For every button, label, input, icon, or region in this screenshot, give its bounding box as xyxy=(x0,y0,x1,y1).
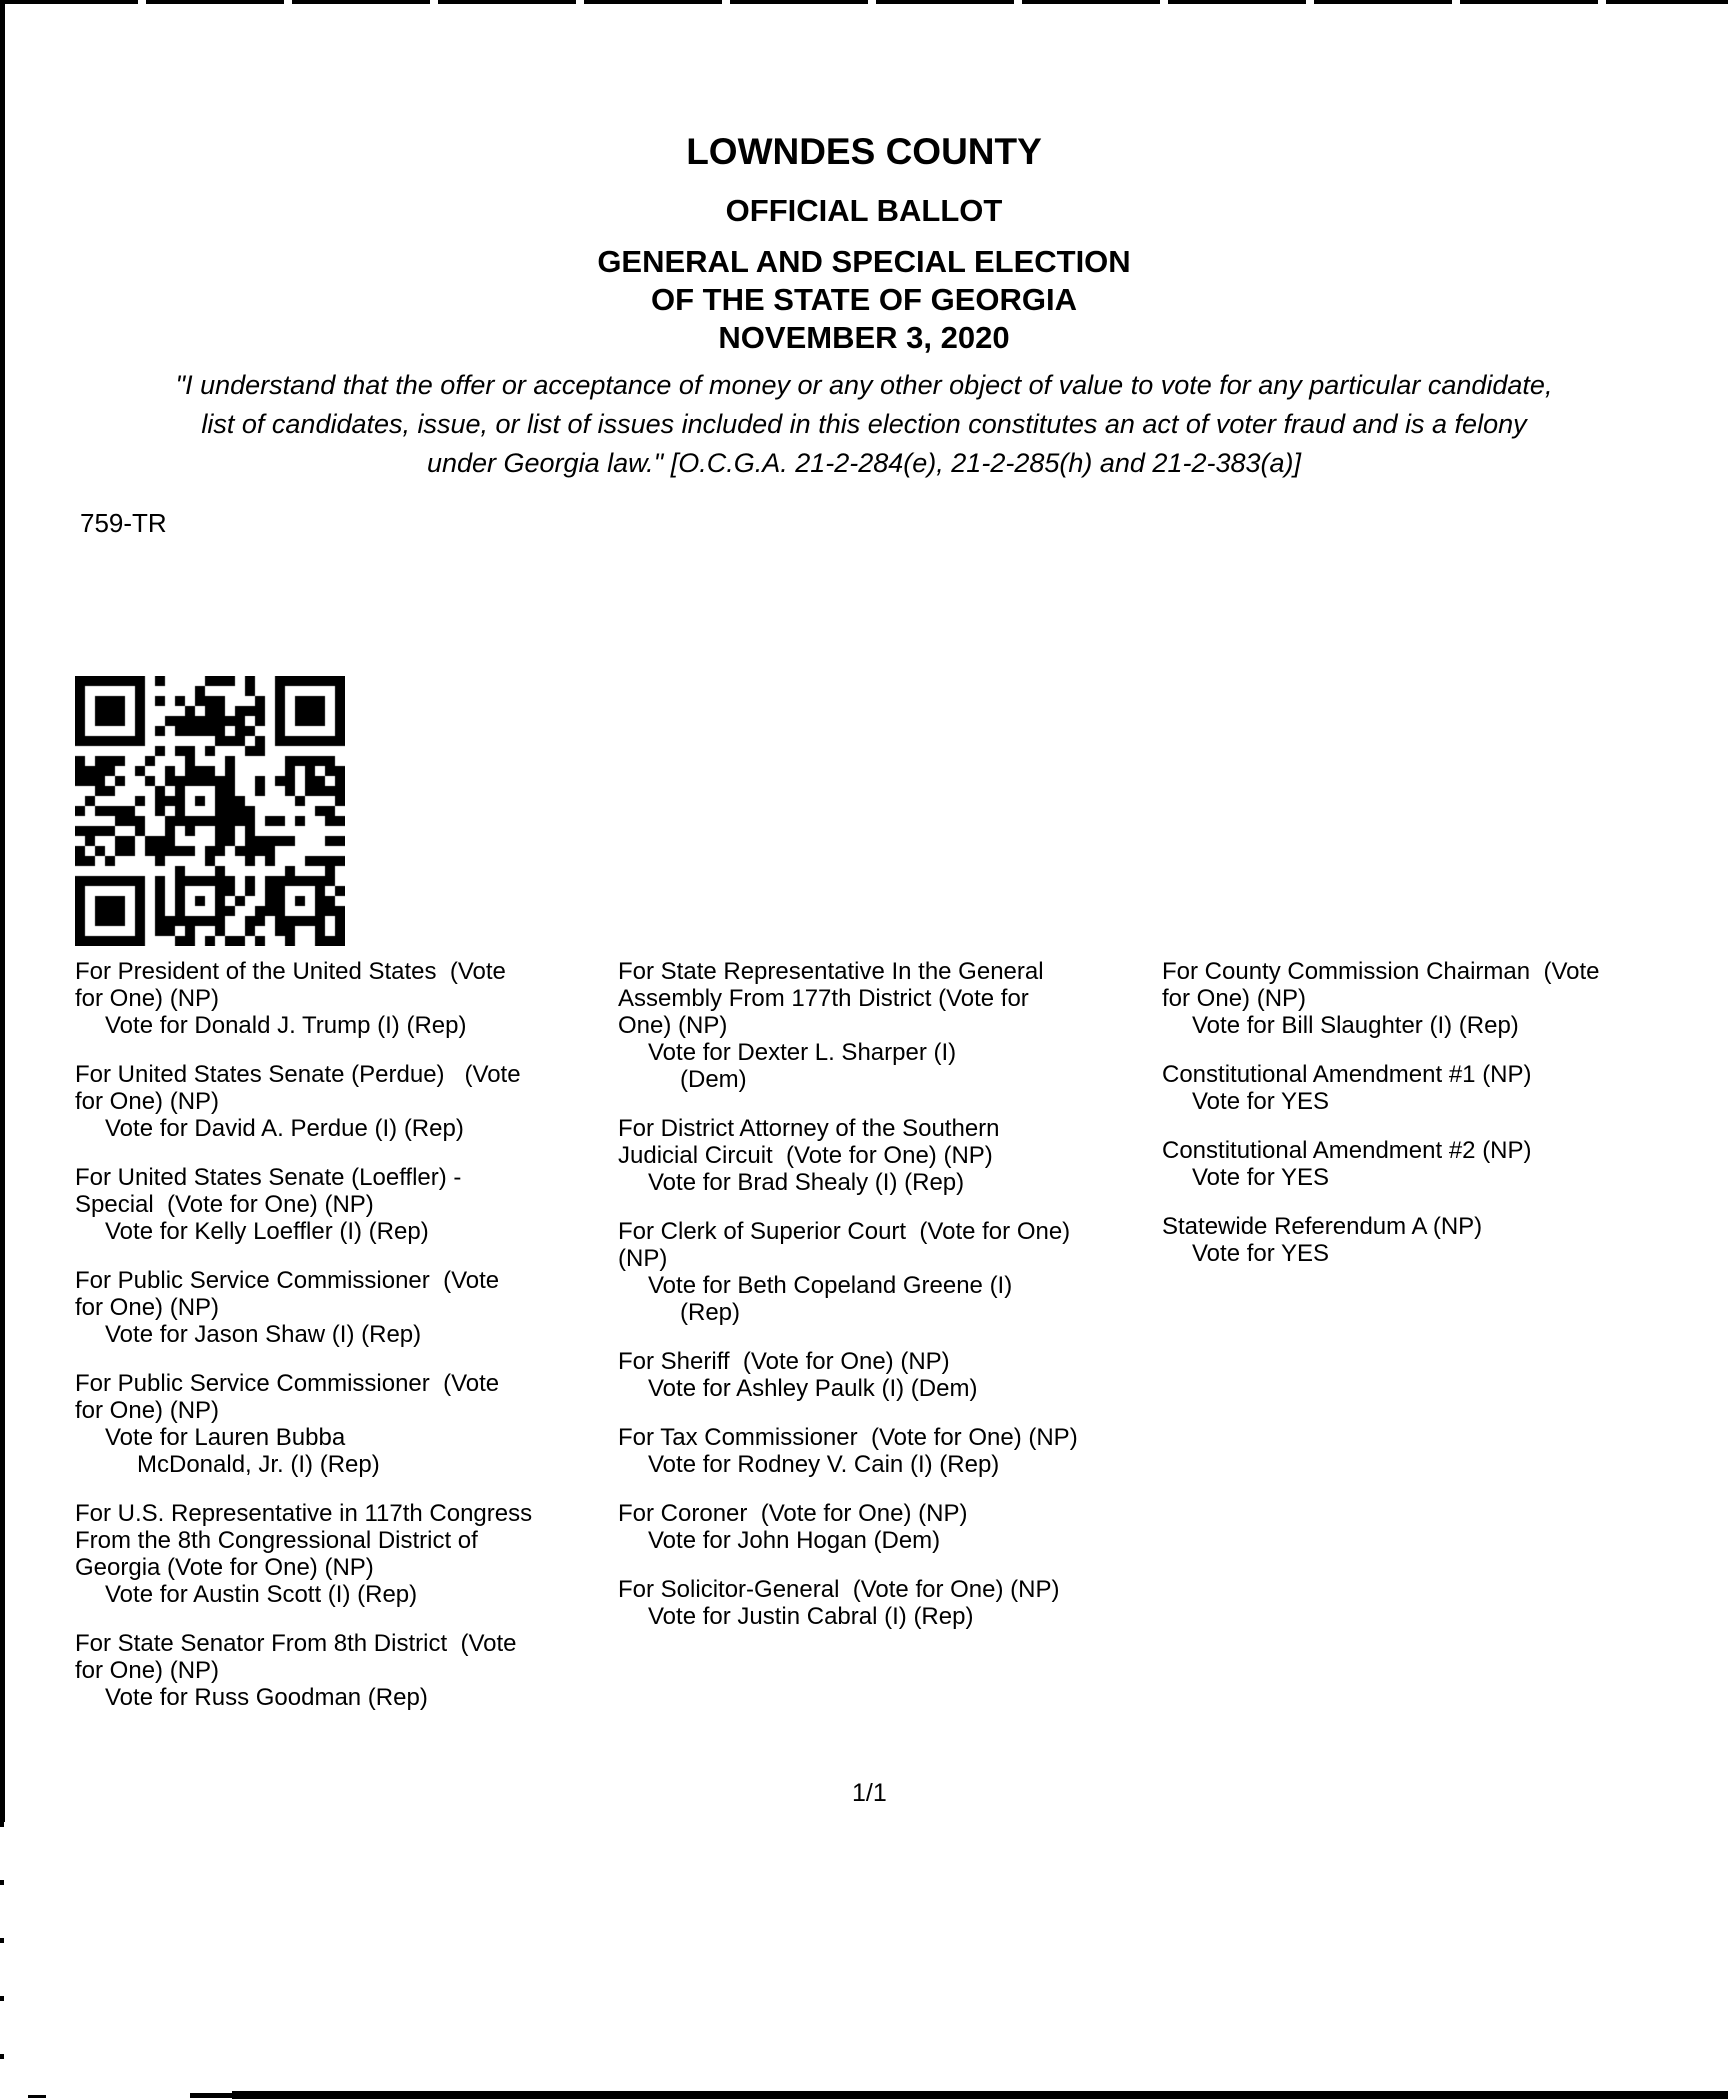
vote-selection-line: Vote for YES xyxy=(1192,1164,1329,1191)
contest xyxy=(75,1061,595,1142)
contest-title-line: for One) (NP) xyxy=(75,1657,220,1684)
contest-title-line: For Coroner (Vote for One) (NP) xyxy=(618,1500,968,1527)
page-border-bottom-dash xyxy=(28,2095,46,2098)
ballot-type-title: OFFICIAL BALLOT xyxy=(725,193,1003,228)
contest-title-line: For State Senator From 8th District (Vote xyxy=(75,1630,517,1657)
vote-selection-line: Vote for Lauren Bubba xyxy=(105,1424,346,1451)
contest xyxy=(1162,1137,1692,1191)
contest xyxy=(618,1348,1158,1402)
contest-title-line: for One) (NP) xyxy=(75,985,220,1012)
disclaimer-line: "I understand that the offer or acceptance of money or any other object of value to vote for any particular candidate, xyxy=(175,370,1553,400)
contest-title-line: For Tax Commissioner (Vote for One) (NP) xyxy=(618,1424,1078,1451)
election-title-line: OF THE STATE OF GEORGIA xyxy=(651,282,1077,317)
contest-title-line: For U.S. Representative in 117th Congress xyxy=(75,1500,533,1527)
contest-title-line: Georgia (Vote for One) (NP) xyxy=(75,1554,374,1581)
contest-title-line: for One) (NP) xyxy=(75,1088,220,1115)
vote-selection-line: Vote for Dexter L. Sharper (I) xyxy=(648,1039,957,1066)
contest xyxy=(618,1500,1158,1554)
contest-title-line: For Solicitor-General (Vote for One) (NP) xyxy=(618,1576,1060,1603)
contest xyxy=(75,1370,595,1478)
contest-title-line: For State Representative In the General xyxy=(618,958,1044,985)
contest-title-line: From the 8th Congressional District of xyxy=(75,1527,478,1554)
contest xyxy=(75,1267,595,1348)
vote-selection-line: Vote for Rodney V. Cain (I) (Rep) xyxy=(648,1451,1000,1478)
contest xyxy=(1162,958,1692,1039)
vote-selection-line: Vote for Austin Scott (I) (Rep) xyxy=(105,1581,418,1608)
contest-title-line: For District Attorney of the Southern xyxy=(618,1115,1000,1142)
vote-selection-line: Vote for Bill Slaughter (I) (Rep) xyxy=(1192,1012,1519,1039)
contest xyxy=(618,1424,1158,1478)
vote-selection-line: Vote for Brad Shealy (I) (Rep) xyxy=(648,1169,965,1196)
vote-selection-line: Vote for Kelly Loeffler (I) (Rep) xyxy=(105,1218,429,1245)
vote-selection-line: Vote for Donald J. Trump (I) (Rep) xyxy=(105,1012,467,1039)
contest xyxy=(618,958,1158,1093)
page-number: 1/1 xyxy=(852,1779,887,1807)
qr-code xyxy=(75,676,345,946)
contest xyxy=(75,1164,595,1245)
vote-selection-line: Vote for YES xyxy=(1192,1240,1329,1267)
contest-title-line: For Sheriff (Vote for One) (NP) xyxy=(618,1348,950,1375)
contest-title-line: Judicial Circuit (Vote for One) (NP) xyxy=(618,1142,993,1169)
election-title-line: GENERAL AND SPECIAL ELECTION xyxy=(597,244,1131,279)
contest-title-line: For United States Senate (Perdue) (Vote xyxy=(75,1061,521,1088)
contest-title-line: Special (Vote for One) (NP) xyxy=(75,1191,374,1218)
vote-selection-line: Vote for John Hogan (Dem) xyxy=(648,1527,941,1554)
contest xyxy=(75,1500,595,1608)
contest xyxy=(75,1630,595,1711)
contest xyxy=(618,1115,1158,1196)
contest-title-line: Constitutional Amendment #2 (NP) xyxy=(1162,1137,1532,1164)
page-border-bottom xyxy=(232,2091,1728,2099)
contest-title-line: For County Commission Chairman (Vote xyxy=(1162,958,1600,985)
vote-selection-line: (Dem) xyxy=(680,1066,747,1093)
disclaimer-line: list of candidates, issue, or list of issues included in this election constitutes an act of voter fraud and is a felony xyxy=(201,409,1527,439)
page-border-left-dashes xyxy=(0,1822,4,2099)
contest-column-2 xyxy=(618,958,1158,1652)
contest-column-3 xyxy=(1162,958,1692,1289)
contest xyxy=(618,1576,1158,1630)
contest xyxy=(1162,1213,1692,1267)
contest-title-line: For Public Service Commissioner (Vote xyxy=(75,1370,500,1397)
contest-title-line: for One) (NP) xyxy=(1162,985,1307,1012)
contest xyxy=(1162,1061,1692,1115)
contest-title-line: Statewide Referendum A (NP) xyxy=(1162,1213,1483,1240)
contest-title-line: For United States Senate (Loeffler) - xyxy=(75,1164,462,1191)
contest-column-1 xyxy=(75,958,595,1733)
voter-fraud-disclaimer xyxy=(0,366,1728,483)
page-border-top xyxy=(0,0,1728,4)
county-title: LOWNDES COUNTY xyxy=(686,131,1042,172)
contest xyxy=(75,958,595,1039)
vote-selection-line: Vote for Jason Shaw (I) (Rep) xyxy=(105,1321,422,1348)
contest-title-line: One) (NP) xyxy=(618,1012,728,1039)
election-title xyxy=(0,243,1728,357)
vote-selection-line: Vote for Justin Cabral (I) (Rep) xyxy=(648,1603,974,1630)
contest-title-line: Assembly From 177th District (Vote for xyxy=(618,985,1029,1012)
vote-selection-line: Vote for Beth Copeland Greene (I) xyxy=(648,1272,1013,1299)
election-title-line: NOVEMBER 3, 2020 xyxy=(718,320,1010,355)
disclaimer-line: under Georgia law." [O.C.G.A. 21-2-284(e), 21-2-285(h) and 21-2-383(a)] xyxy=(426,448,1302,478)
vote-selection-line: Vote for Russ Goodman (Rep) xyxy=(105,1684,428,1711)
contest xyxy=(618,1218,1158,1326)
vote-selection-line: Vote for Ashley Paulk (I) (Dem) xyxy=(648,1375,978,1402)
ballot-code: 759-TR xyxy=(80,508,167,538)
contest-title-line: (NP) xyxy=(618,1245,668,1272)
vote-selection-line: (Rep) xyxy=(680,1299,741,1326)
contest-title-line: For Public Service Commissioner (Vote xyxy=(75,1267,500,1294)
contest-title-line: for One) (NP) xyxy=(75,1294,220,1321)
contest-title-line: for One) (NP) xyxy=(75,1397,220,1424)
page-border-bottom-dash xyxy=(190,2093,232,2098)
contest-title-line: Constitutional Amendment #1 (NP) xyxy=(1162,1061,1532,1088)
vote-selection-line: Vote for David A. Perdue (I) (Rep) xyxy=(105,1115,464,1142)
contest-title-line: For Clerk of Superior Court (Vote for One) xyxy=(618,1218,1071,1245)
vote-selection-line: McDonald, Jr. (I) (Rep) xyxy=(137,1451,380,1478)
vote-selection-line: Vote for YES xyxy=(1192,1088,1329,1115)
contest-title-line: For President of the United States (Vote xyxy=(75,958,506,985)
